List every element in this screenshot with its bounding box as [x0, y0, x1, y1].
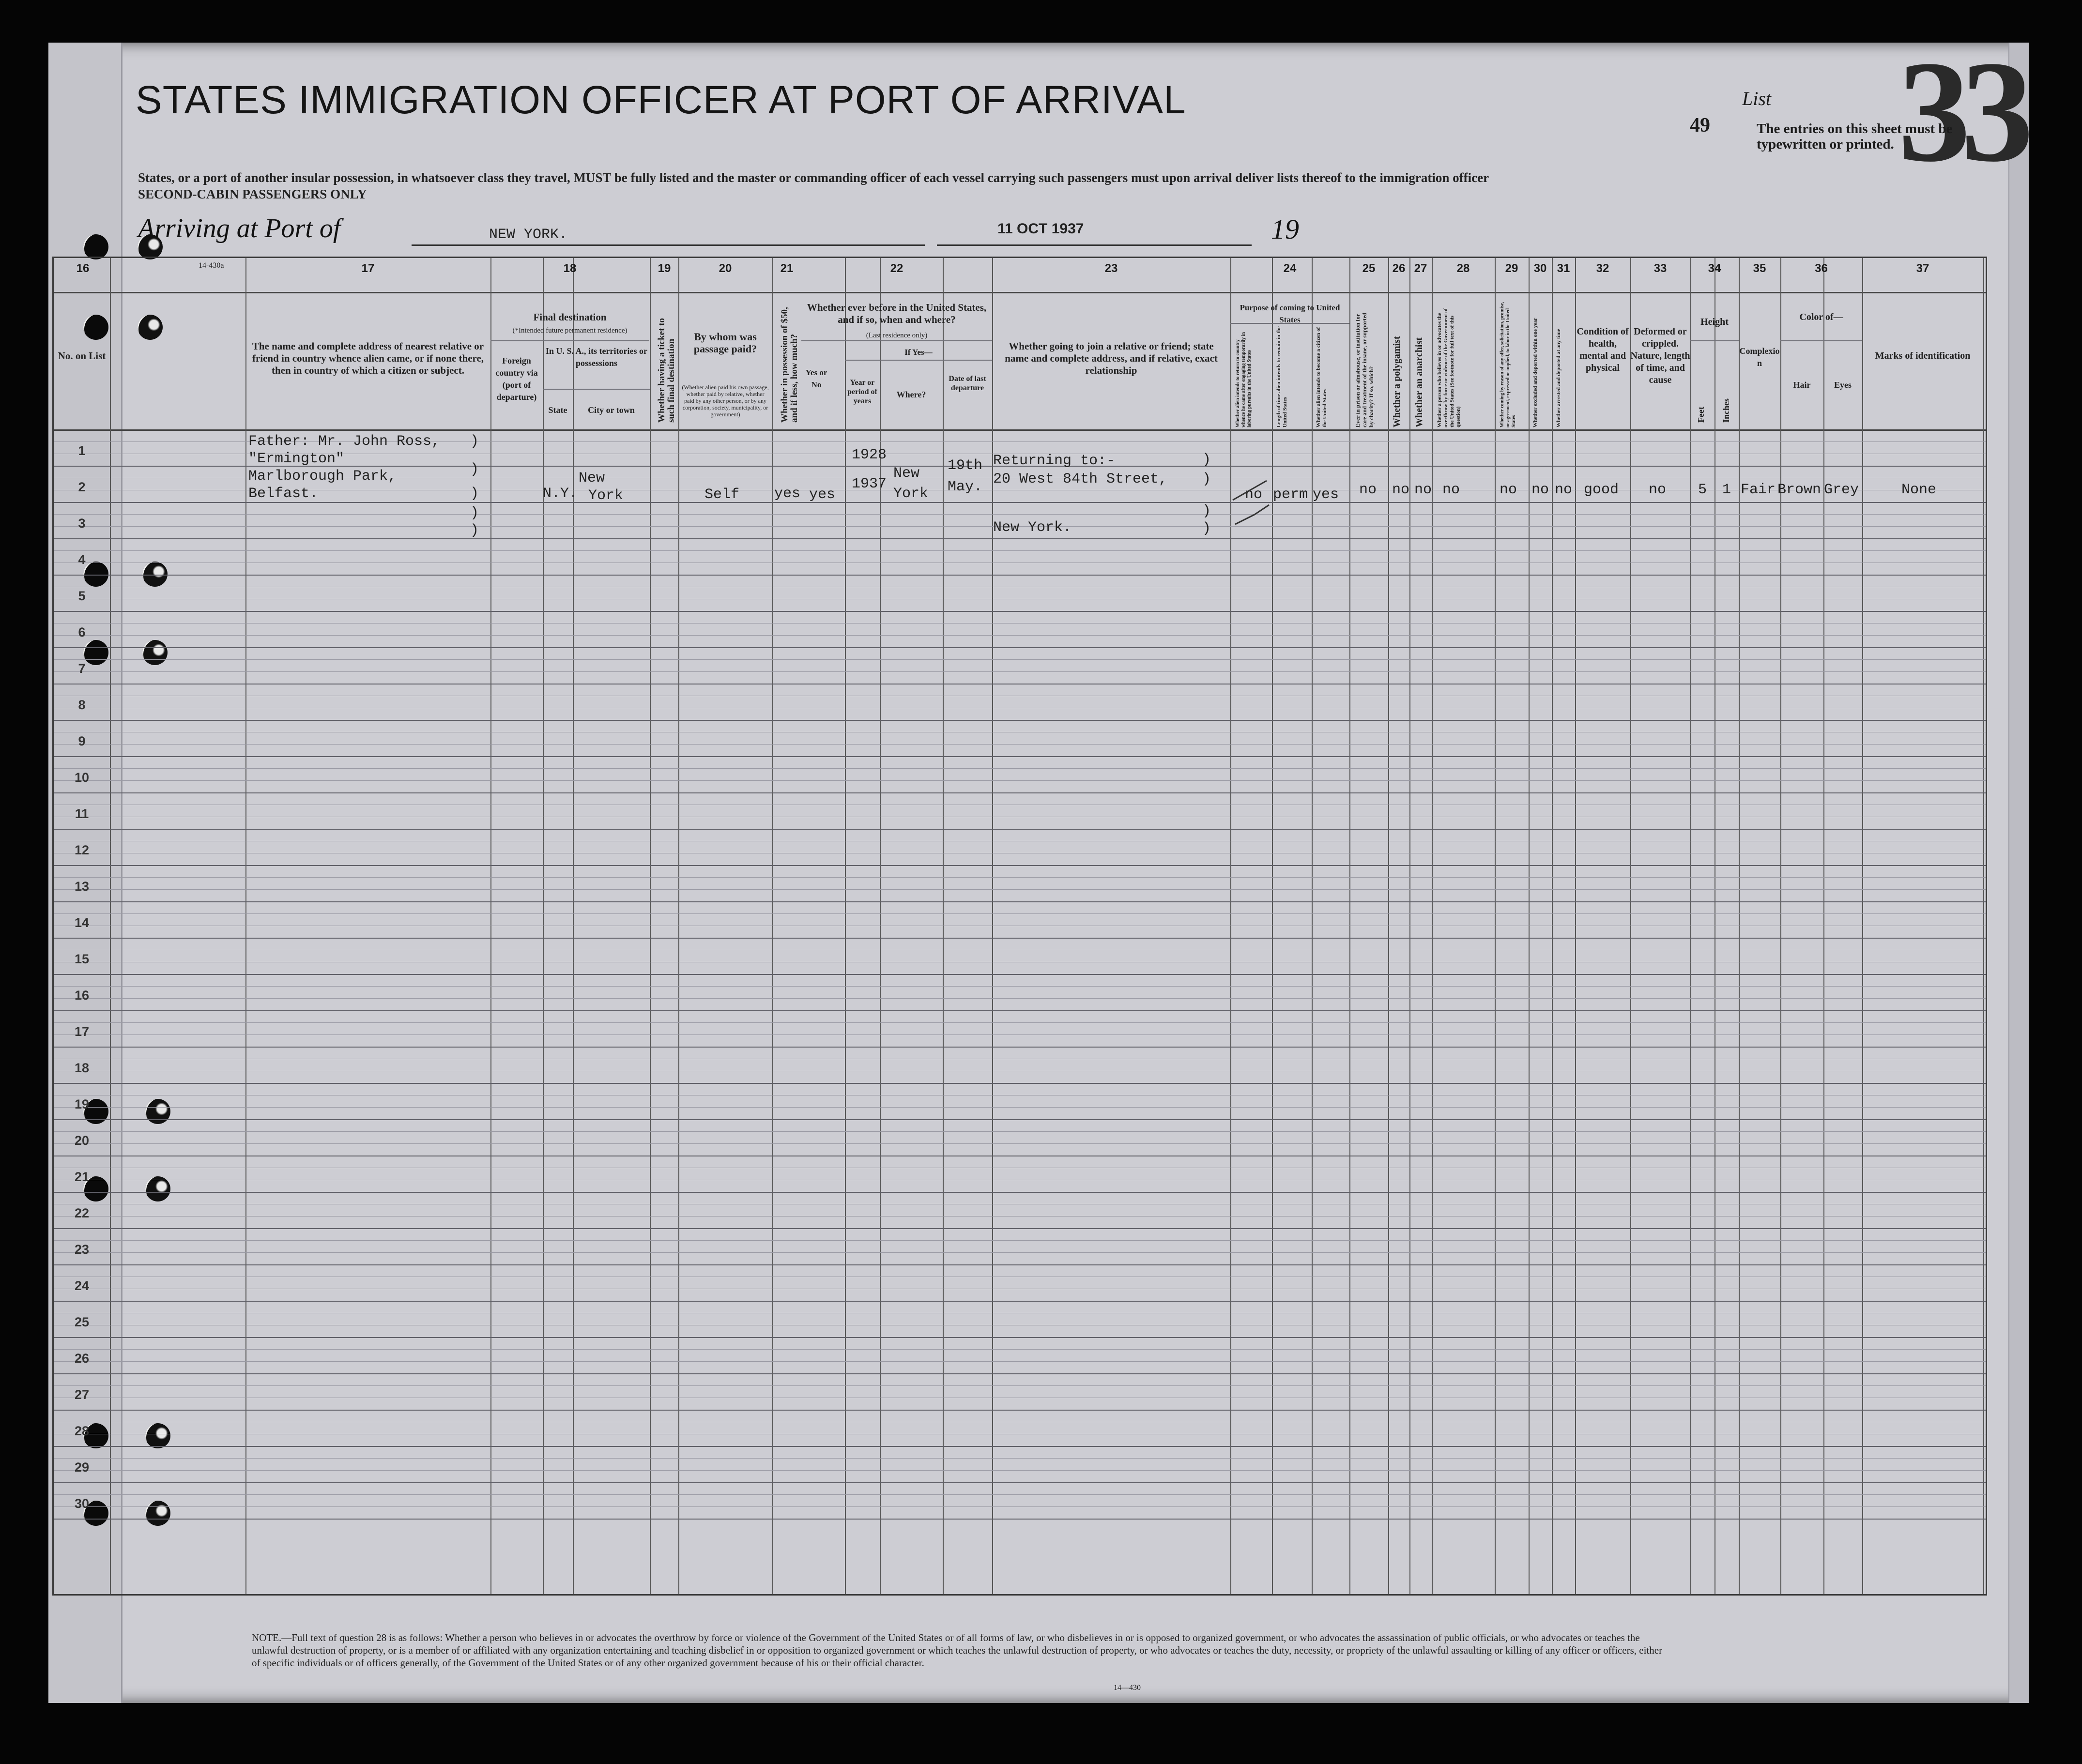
header-ever-before-sub: (Last residence only): [866, 332, 928, 339]
header-fifty-dollars: Whether in possession of $50, and if less, how much?: [780, 307, 799, 423]
punch-hole-icon: [83, 234, 108, 259]
row-number: 20: [74, 1133, 90, 1148]
column-number: 20: [719, 262, 732, 275]
sheet-edge: [2008, 43, 2029, 1703]
row-rule: [54, 635, 1986, 636]
header-purpose: Purpose of coming to United States: [1240, 303, 1340, 324]
passenger-class: SECOND-CABIN PASSENGERS ONLY: [138, 187, 367, 201]
column-rule: [1983, 258, 1984, 1594]
entry-marks: None: [1901, 482, 1937, 498]
column-rule: [1388, 258, 1389, 1594]
column-rule: [1862, 258, 1863, 1594]
column-number: 36: [1815, 262, 1828, 275]
row-number: 17: [74, 1024, 90, 1039]
row-number: 5: [78, 589, 86, 603]
row-rule: [54, 659, 1986, 660]
manifest-table: [52, 257, 1987, 1596]
row-rule: [54, 1349, 1986, 1350]
row-rule: [54, 1216, 1986, 1217]
header-purpose-citizen: Whether alien intends to become a citizen of the United States: [1316, 327, 1328, 427]
row-rule: [54, 1301, 1986, 1302]
entry-deformed: no: [1649, 482, 1667, 498]
entry-state: N.Y.: [543, 486, 578, 502]
column-number: 37: [1916, 262, 1929, 275]
header-overthrow: Whether a person who believes in or advocates the overthrow by force or violence of the Government of the United States (See footnote for full text of this question): [1437, 308, 1461, 427]
column-number: 26: [1392, 262, 1406, 275]
sheet-number: 49: [1690, 114, 1710, 137]
form-number: 14—430: [1114, 1684, 1141, 1692]
header-polygamist: Whether a polygamist: [1392, 336, 1402, 427]
column-rule: [573, 258, 574, 1594]
header-joining: Whether going to join a relative or friend; state name and complete address, and if relative, exact relationship: [1005, 340, 1218, 376]
row-number: 19: [74, 1097, 90, 1111]
header-ticket: Whether having a ticket to such final destination: [657, 318, 676, 423]
entry-years-2: 1937: [852, 476, 887, 492]
row-number: 23: [74, 1242, 90, 1257]
row-rule: [54, 550, 1986, 551]
row-rule: [54, 768, 1986, 769]
header-arrested: Whether arrested and deported at any time: [1556, 329, 1562, 427]
entry-where-1: New: [893, 465, 920, 482]
column-rule: [845, 258, 846, 1594]
bracket-icon: ): [470, 486, 479, 502]
header-purpose-length: Length of time alien intends to remain in the United States: [1276, 326, 1288, 427]
bracket-icon: ): [1202, 471, 1211, 487]
header-hair: Hair: [1793, 380, 1811, 390]
row-rule: [54, 1010, 1986, 1011]
row-rule: [54, 1107, 1986, 1108]
row-rule: [54, 865, 1986, 866]
port-underline: [412, 244, 925, 246]
entry-prison: no: [1359, 482, 1377, 498]
row-rule: [54, 1410, 1986, 1411]
header-feet: Feet: [1696, 407, 1706, 423]
column-rule: [1739, 258, 1740, 1594]
header-purpose-return: Whether alien intends to return to country whence he came after engaging temporarily in laboring pursuits in the United States: [1235, 332, 1252, 427]
column-rule: [1690, 258, 1691, 1594]
column-rule: [1780, 258, 1781, 1594]
row-number: 3: [78, 516, 86, 531]
entry-city-1: New: [579, 470, 605, 487]
row-number: 15: [74, 952, 90, 966]
relative-line-3: Marlborough Park,: [248, 468, 397, 485]
header-marks: Marks of identification: [1875, 350, 1971, 361]
column-number: 22: [890, 262, 903, 275]
row-rule: [54, 998, 1986, 999]
column-rule: [110, 258, 111, 1594]
column-rule: [1529, 258, 1530, 1594]
row-rule: [54, 1458, 1986, 1459]
column-rule: [1823, 258, 1824, 1594]
row-rule: [54, 744, 1986, 745]
entry-departure-1: 19th: [948, 457, 983, 474]
row-rule: [54, 720, 1986, 721]
row-rule: [54, 575, 1986, 576]
row-rule: [54, 1446, 1986, 1447]
column-number: 17: [361, 262, 375, 275]
row-number: 10: [74, 770, 90, 785]
header-health: Condition of health, mental and physical: [1577, 326, 1629, 373]
entry-length-of-stay: perm: [1273, 487, 1308, 503]
entries-note: The entries on this sheet must be typewritten or printed.: [1757, 121, 1953, 152]
relative-line-4: Belfast.: [248, 486, 319, 502]
column-number: 18: [563, 262, 577, 275]
year-prefix: 19: [1271, 213, 1299, 245]
header-no-on-list: No. on List: [58, 350, 106, 362]
header-complexion: Complexion: [1739, 346, 1780, 368]
row-rule: [54, 1143, 1986, 1144]
row-rule: [54, 1131, 1986, 1132]
row-number: 2: [78, 480, 86, 494]
column-rule: [1432, 258, 1433, 1594]
entry-hair: Brown: [1777, 482, 1822, 498]
column-number: 27: [1414, 262, 1427, 275]
row-number: 24: [74, 1278, 90, 1293]
row-number: 18: [74, 1061, 90, 1075]
row-number: 11: [75, 806, 89, 821]
row-rule: [54, 1373, 1986, 1374]
row-number: 29: [74, 1460, 90, 1475]
bracket-icon: ): [470, 433, 479, 450]
column-number: 29: [1505, 262, 1518, 275]
row-rule: [54, 671, 1986, 672]
row-rule: [54, 938, 1986, 939]
column-rule: [245, 258, 246, 1594]
footnote: NOTE.—Full text of question 28 is as follows: Whether a person who believes in or advocates the overthrow by force or violence of the Government of the United States or of all forms of law, or who disbelieves in or is opposed to organized government, or who advocates the assassination of public officials, or who advocates or teaches the unlawful destruction of property, or is a member of or affiliated with any organization entertaining and teaching disbelief in or opposition to organized government or which teaches the unlawful destruction of property, or who advocates or teaches the duty, necessity, or propriety of the unlawful assaulting or killing of any officer or officers, either of specific individuals or of officers generally, of the Government of the United States or of any other organized government because of his or their official character.: [252, 1632, 1663, 1669]
header-nearest-relative: The name and complete address of nearest relative or friend in country whence alien came, or if none there, then in country of which a citizen or subject.: [252, 340, 484, 376]
entry-complexion: Fair: [1741, 482, 1776, 498]
entry-passage-paid: Self: [704, 487, 740, 503]
entry-citizen-intent: yes: [1313, 487, 1339, 503]
entry-health: good: [1584, 482, 1619, 498]
header-passage-paid-sub: (Whether alien paid his own passage, whether paid by relative, whether paid by any other person, or by any corporation, society, municipality, or government): [682, 384, 769, 418]
date-underline: [937, 244, 1252, 246]
bracket-icon: ): [1202, 452, 1211, 468]
column-number: 23: [1104, 262, 1118, 275]
page-title: STATES IMMIGRATION OFFICER AT PORT OF ARRIVAL: [136, 78, 1186, 122]
header-prison: Ever in prison or almshouse, or institution for care and treatment of the insane, or supported by charity? If so, which?: [1354, 312, 1375, 427]
row-rule: [54, 1228, 1986, 1229]
relative-line-1: Father: Mr. John Ross,: [248, 433, 441, 450]
header-color: Color of—: [1799, 312, 1843, 322]
header-eyes: Eyes: [1834, 380, 1852, 390]
if-yes-subrule: [845, 360, 992, 361]
row-rule: [54, 1119, 1986, 1120]
row-number: 16: [74, 988, 90, 1003]
bracket-icon: ): [470, 522, 479, 539]
row-rule: [54, 502, 1986, 503]
header-excluded: Whether excluded and deported within one year: [1532, 318, 1538, 427]
row-rule: [54, 1022, 1986, 1023]
column-number: 16: [76, 262, 90, 275]
column-number: 30: [1533, 262, 1547, 275]
row-rule: [54, 1240, 1986, 1241]
header-date-departure: Date of last departure: [949, 375, 986, 392]
row-rule: [54, 1470, 1986, 1471]
row-number: 1: [78, 443, 86, 458]
entry-polygamist: no: [1392, 482, 1410, 498]
entry-joining-2: 20 West 84th Street,: [993, 471, 1168, 487]
header-yes-or-no: Yes or No: [805, 368, 827, 389]
header-rule: [54, 429, 1986, 431]
column-number: 35: [1753, 262, 1766, 275]
entry-departure-2: May.: [948, 479, 983, 495]
entry-fifty-dollars: yes: [774, 486, 801, 502]
entry-where-2: York: [893, 486, 929, 502]
entry-arrested: no: [1555, 482, 1573, 498]
row-number: 7: [78, 661, 86, 676]
row-rule: [54, 901, 1986, 902]
header-ever-before: Whether ever before in the United States, and if so, when and where?: [807, 302, 987, 325]
column-number: 31: [1557, 262, 1570, 275]
bracket-icon: ): [470, 461, 479, 478]
header-passage-paid: By whom was passage paid?: [693, 331, 757, 355]
column-rule: [1495, 258, 1496, 1594]
row-rule: [54, 1361, 1986, 1362]
form-small-number: 14-430a: [199, 261, 224, 270]
row-rule: [54, 780, 1986, 781]
row-rule: [54, 1264, 1986, 1265]
relative-line-2: "Ermington": [248, 451, 345, 467]
header-final-destination-sub: (*Intended future permanent residence): [512, 327, 628, 335]
entry-overthrow: no: [1442, 482, 1460, 498]
usa-subrule: [543, 389, 650, 390]
row-rule: [54, 611, 1986, 612]
column-number: 34: [1708, 262, 1721, 275]
color-subrule: [1780, 340, 1862, 341]
entry-feet: 5: [1698, 482, 1707, 498]
header-foreign-country: Foreign country via (port of departure): [495, 356, 538, 402]
entry-joining-3: New York.: [993, 519, 1072, 536]
row-number: 26: [74, 1351, 90, 1366]
column-rule: [1409, 258, 1410, 1594]
bracket-icon: ): [470, 505, 479, 521]
column-rule: [650, 258, 651, 1594]
header-final-destination: Final destination: [533, 311, 607, 323]
column-rule: [1230, 258, 1231, 1594]
row-rule: [54, 1494, 1986, 1495]
header-state: State: [548, 405, 567, 415]
port-value: NEW YORK.: [489, 227, 568, 243]
row-rule: [54, 974, 1986, 975]
entry-return-intent: no: [1245, 487, 1263, 503]
column-rule: [1272, 258, 1273, 1594]
row-number: 22: [74, 1206, 90, 1220]
row-rule: [54, 1083, 1986, 1084]
row-number: 9: [78, 734, 86, 748]
entry-joining-1: Returning to:-: [993, 453, 1116, 469]
row-rule: [54, 1519, 1986, 1520]
ever-before-subrule: [801, 340, 992, 341]
column-rule: [490, 258, 491, 1594]
header-if-yes: If Yes—: [904, 348, 933, 357]
header-labor-offer: Whether coming by reason of any offer, solicitation, promise, or agreement, expressed or implied, to labor in the United States: [1500, 302, 1516, 427]
entry-anarchist: no: [1414, 482, 1432, 498]
header-city: City or town: [588, 405, 635, 415]
bracket-icon: ): [1202, 503, 1211, 519]
bracket-icon: ): [1202, 520, 1211, 537]
instructions-text: States, or a port of another insular possession, in whatsoever class they travel, MUST be fully listed and the master or commanding officer of each vessel carrying such passengers must upon arrival deliver lists thereof to the immigration officer: [138, 170, 1489, 185]
column-number: 21: [780, 262, 794, 275]
header-where: Where?: [896, 390, 926, 399]
column-number: 32: [1596, 262, 1609, 275]
entry-excluded: no: [1531, 482, 1549, 498]
column-rule: [543, 258, 544, 1594]
row-rule: [54, 986, 1986, 987]
row-number: 4: [78, 552, 86, 567]
row-rule: [54, 1385, 1986, 1386]
header-in-usa: In U. S. A., its territories or possessions: [546, 346, 647, 368]
row-rule: [54, 1192, 1986, 1193]
row-number: 30: [74, 1496, 90, 1511]
header-inches: Inches: [1721, 398, 1731, 423]
header-height: Height: [1700, 317, 1729, 327]
column-number: 33: [1653, 262, 1667, 275]
column-number: 24: [1283, 262, 1297, 275]
column-rule: [1630, 258, 1631, 1594]
column-rule: [678, 258, 679, 1594]
header-period: Year or period of years: [847, 379, 877, 405]
column-number: 25: [1362, 262, 1376, 275]
row-rule: [54, 514, 1986, 515]
row-rule: [54, 647, 1986, 648]
row-number: 25: [74, 1315, 90, 1329]
column-rule: [1575, 258, 1576, 1594]
column-rule: [943, 258, 944, 1594]
purpose-subrule: [1230, 323, 1349, 324]
row-rule: [54, 829, 1986, 830]
row-rule: [54, 889, 1986, 890]
column-rule: [1312, 258, 1313, 1594]
row-rule: [54, 1034, 1986, 1035]
row-rule: [54, 1047, 1986, 1048]
row-number: 13: [74, 879, 90, 894]
row-number: 27: [74, 1387, 90, 1402]
column-number: 19: [658, 262, 671, 275]
row-rule: [54, 1506, 1986, 1507]
list-label: List: [1742, 88, 1772, 109]
destination-subrule: [490, 340, 649, 341]
row-rule: [54, 792, 1986, 793]
row-rule: [54, 756, 1986, 757]
column-number: 28: [1456, 262, 1470, 275]
row-number: 21: [74, 1170, 90, 1184]
column-rule: [772, 258, 773, 1594]
row-number: 8: [78, 698, 86, 712]
row-rule: [54, 913, 1986, 914]
arriving-label: Arriving at Port of: [138, 213, 341, 243]
header-deformed: Deformed or crippled. Nature, length of time, and cause: [1630, 326, 1690, 385]
header-anarchist: Whether an anarchist: [1414, 337, 1424, 427]
row-number: 28: [74, 1424, 90, 1438]
entry-labor-offer: no: [1500, 482, 1517, 498]
entry-city-2: York: [588, 487, 624, 504]
entry-years-1: 1928: [852, 447, 887, 463]
column-rule: [1349, 258, 1350, 1594]
row-rule: [54, 1252, 1986, 1253]
entry-inches: 1: [1722, 482, 1731, 498]
date-stamp: 11 OCT 1937: [997, 221, 1084, 237]
row-rule: [54, 877, 1986, 878]
header-rule: [54, 292, 1986, 293]
row-number: 14: [74, 915, 90, 930]
row-rule: [54, 1482, 1986, 1483]
row-number: 6: [78, 625, 86, 639]
check-mark-icon: [1230, 471, 1298, 529]
column-rule: [1552, 258, 1553, 1594]
entry-ever-before: yes: [809, 487, 836, 503]
list-number: 33: [1898, 31, 2024, 192]
height-subrule: [1690, 340, 1739, 341]
row-rule: [54, 1337, 1986, 1338]
row-rule: [54, 538, 1986, 539]
row-number: 12: [74, 843, 90, 857]
entry-eyes: Grey: [1824, 482, 1859, 498]
